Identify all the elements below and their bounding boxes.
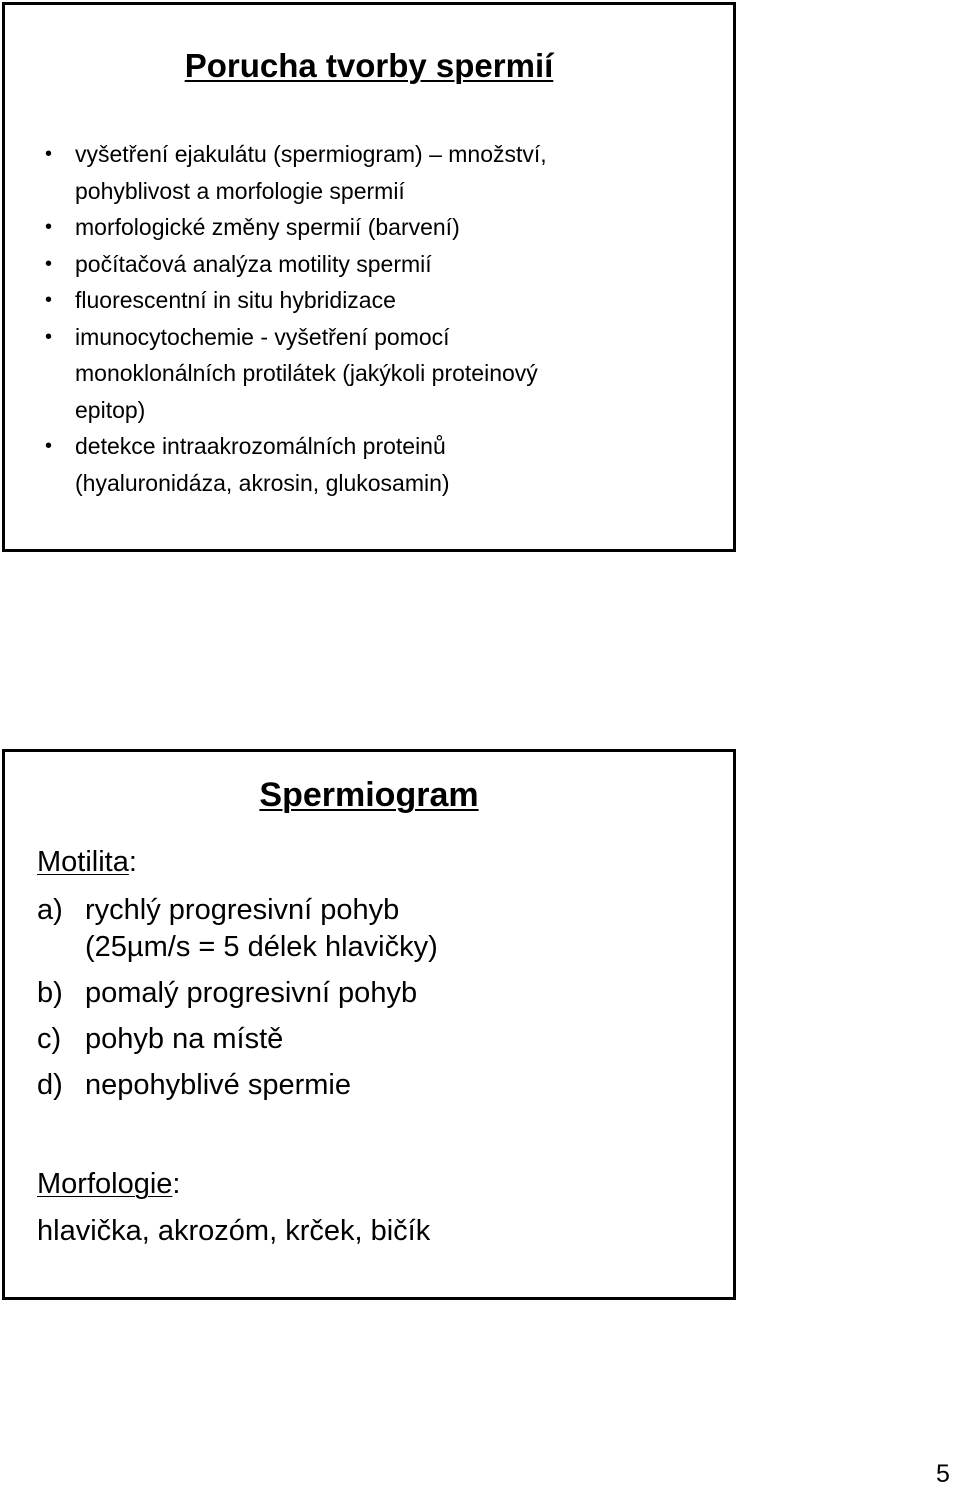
list-item [45,319,735,429]
list-item-text: pomalý progresivní pohyb [85,977,418,1009]
list-item [37,892,438,966]
list-marker: d) [37,1069,63,1101]
list-marker: c) [37,1023,62,1055]
list-item [37,1067,438,1104]
bullet-icon: • [45,289,53,311]
list-item [37,975,438,1012]
list-item [45,246,735,283]
motilita-label: Motilita [37,846,129,878]
list-item-text: nepohyblivé spermie [85,1069,351,1101]
list-item-text: imunocytochemie - vyšetření pomocí monoklonálních protilátek (jakýkoli proteinový epitop) [75,323,538,423]
list-item-text: rychlý progresivní pohyb (25µm/s = 5 délek hlavičky) [85,894,438,963]
list-item [45,136,735,209]
list-item-text: vyšetření ejakulátu (spermiogram) – množství, pohyblivost a morfologie spermií [75,141,547,204]
list-item-text: fluorescentní in situ hybridizace [75,287,396,313]
list-item-text: morfologické změny spermií (barvení) [75,214,460,240]
bullet-icon: • [45,216,53,238]
list-item [37,1021,438,1058]
bullet-list [45,136,735,501]
motilita-list [37,892,438,1113]
list-item [45,282,735,319]
list-item-text: detekce intraakrozomálních proteinů (hyaluronidáza, akrosin, glukosamin) [75,433,450,496]
motilita-heading: Motilita: [37,846,137,878]
list-item-text: pohyb na místě [85,1023,284,1055]
slide-1 [2,2,736,552]
list-marker: a) [37,894,63,926]
list-item-text: počítačová analýza motility spermií [75,250,432,277]
slide-2 [2,749,736,1300]
morfologie-text: hlavička, akrozóm, krček, bičík [37,1215,431,1247]
list-item [45,209,735,246]
bullet-icon: • [45,435,53,457]
morfologie-label: Morfologie [37,1168,173,1200]
page-number: 5 [936,1460,950,1488]
bullet-icon: • [45,252,53,275]
slide-title: Poruchа tvorby spermií [184,47,554,84]
list-item [45,428,735,501]
list-marker: b) [37,977,63,1009]
morfologie-heading: Morfologie: [37,1168,181,1200]
bullet-icon: • [45,143,53,165]
bullet-icon: • [45,325,53,348]
slide-title: Spermiogram [259,776,479,814]
